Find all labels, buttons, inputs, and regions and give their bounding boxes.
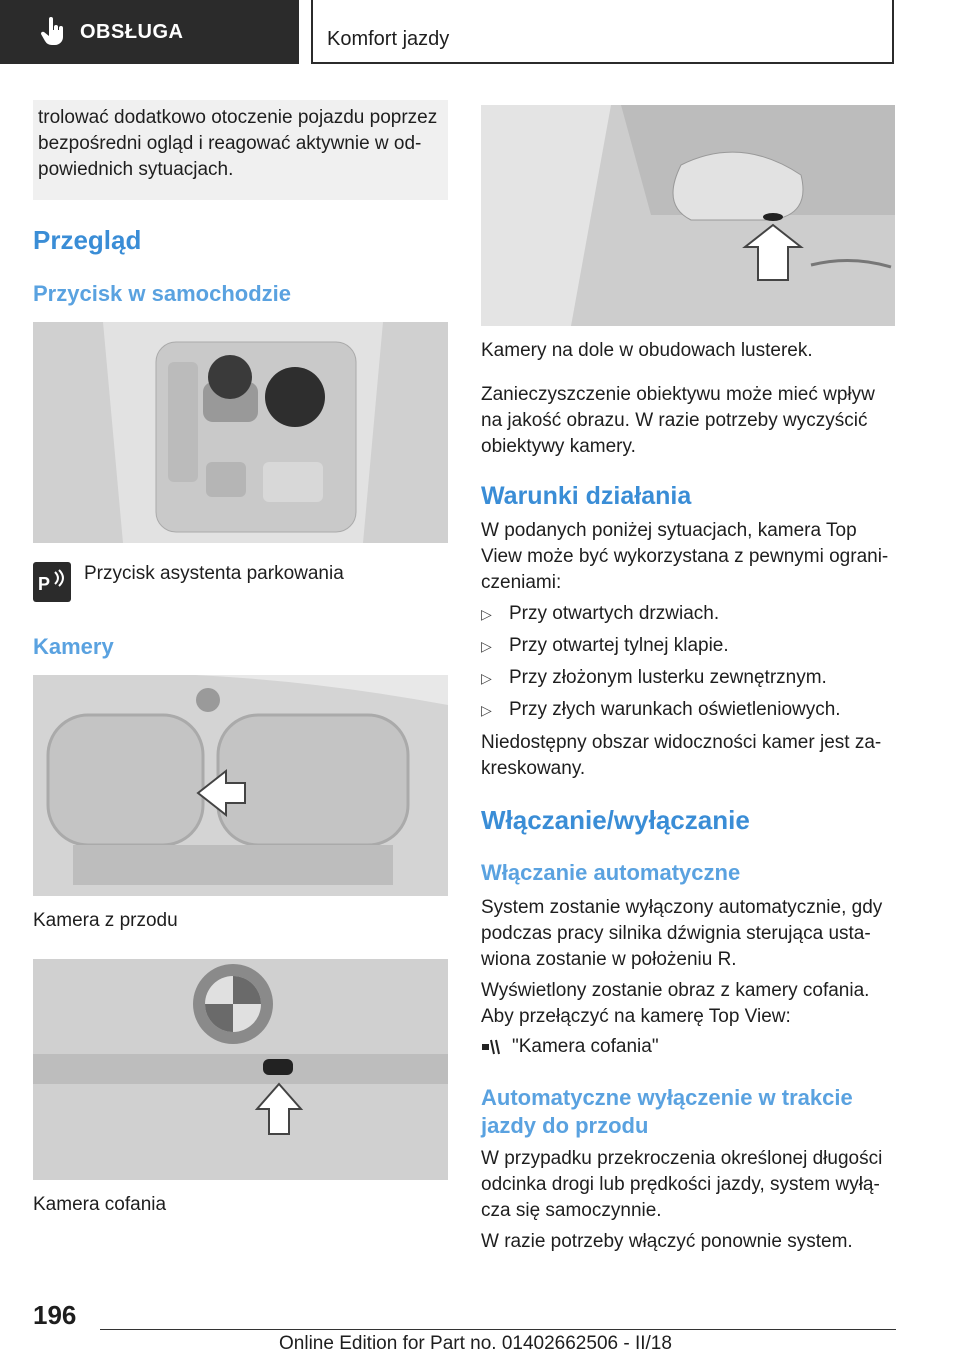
chapter-header <box>311 0 894 64</box>
text-line: czeniami: <box>481 572 562 593</box>
rear-camera-icon <box>481 1037 503 1057</box>
auto-on-paragraph <box>481 895 896 973</box>
conditions-paragraph <box>481 518 896 596</box>
conditions-heading: Warunki działania <box>481 482 692 510</box>
text-line: Zanieczyszczenie obiektywu może mieć wpływ <box>481 384 875 405</box>
display-paragraph <box>481 978 896 1030</box>
heading-line: jazdy do przodu <box>481 1113 649 1138</box>
conditions-list <box>481 601 896 729</box>
auto-on-heading: Włączanie automatyczne <box>481 860 741 885</box>
text-line: podczas pracy silnika dźwignia sterująca usta- <box>481 923 871 944</box>
list-item: ▷ Przy złożonym lusterku zewnętrznym. <box>481 667 827 688</box>
hatched-paragraph <box>481 730 896 782</box>
text-line: na jakość obrazu. W razie potrzeby wyczyścić <box>481 410 868 431</box>
rear-camera-label: "Kamera cofania" <box>512 1036 659 1057</box>
bullet-triangle-icon: ▷ <box>481 670 492 686</box>
front-camera-image <box>33 675 448 896</box>
section-title: OBSŁUGA <box>80 20 184 43</box>
text-line: kreskowany. <box>481 758 586 779</box>
mirror-caption: Kamery na dole w obudowach lusterek. <box>481 340 813 361</box>
front-grille-illustration <box>33 675 448 896</box>
intro-line: bezpośredni ogląd i reagować aktywnie w od- <box>38 133 422 154</box>
text-line: W przypadku przekroczenia określonej długości <box>481 1148 883 1169</box>
section-tab <box>0 0 299 64</box>
bullet-triangle-icon: ▷ <box>481 702 492 718</box>
text-line: obiektywy kamery. <box>481 436 636 457</box>
text-line: System zostanie wyłączony automatycznie, gdy <box>481 897 883 918</box>
bullet-triangle-icon: ▷ <box>481 606 492 622</box>
auto-off-paragraph <box>481 1146 896 1224</box>
cameras-heading: Kamery <box>33 634 114 659</box>
parking-assist-icon <box>33 562 71 602</box>
center-console-illustration <box>33 322 448 543</box>
button-caption: Przycisk asystenta parkowania <box>84 563 344 584</box>
rear-hatch-illustration <box>33 959 448 1180</box>
list-item: ▷ Przy otwartej tylnej klapie. <box>481 635 729 656</box>
svg-text:P: P <box>38 574 51 594</box>
text-line: Niedostępny obszar widoczności kamer jest za- <box>481 732 882 753</box>
console-image <box>33 322 448 543</box>
heading-line: Automatyczne wyłączenie w trakcie <box>481 1085 853 1110</box>
rear-camera-caption: Kamera cofania <box>33 1194 167 1215</box>
footer-rule <box>100 1329 896 1330</box>
text-line: wiona zostanie w położeniu R. <box>481 949 737 970</box>
intro-line: powiednich sytuacjach. <box>38 159 234 180</box>
intro-text <box>38 105 448 183</box>
dirt-paragraph <box>481 382 896 460</box>
text-line: W podanych poniżej sytuacjach, kamera Top <box>481 520 857 541</box>
auto-off-heading <box>481 1084 853 1140</box>
list-item: ▷ Przy otwartych drzwiach. <box>481 603 720 624</box>
overview-heading: Przegląd <box>33 225 142 255</box>
mirror-illustration <box>481 105 895 326</box>
onoff-heading: Włączanie/wyłączanie <box>481 805 750 835</box>
chapter-title: Komfort jazdy <box>327 28 450 50</box>
reenable-text: W razie potrzeby włączyć ponownie system. <box>481 1231 853 1252</box>
hand-pointer-icon <box>40 17 66 47</box>
bullet-triangle-icon: ▷ <box>481 638 492 654</box>
text-line: Aby przełączyć na kamerę Top View: <box>481 1006 791 1027</box>
front-camera-caption: Kamera z przodu <box>33 910 178 931</box>
text-line: Wyświetlony zostanie obraz z kamery cofania. <box>481 980 870 1001</box>
page-number: 196 <box>33 1300 77 1330</box>
rear-camera-image <box>33 959 448 1180</box>
text-line: cza się samoczynnie. <box>481 1200 662 1221</box>
intro-line: trolować dodatkowo otoczenie pojazdu poprzez <box>38 107 438 128</box>
list-item: ▷ Przy złych warunkach oświetleniowych. <box>481 699 841 720</box>
text-line: odcinka drogi lub prędkości jazdy, system wyłą- <box>481 1174 880 1195</box>
mirror-camera-image <box>481 105 895 326</box>
edition-text: Online Edition for Part no. 01402662506 - II/18 <box>279 1333 672 1354</box>
button-heading: Przycisk w samochodzie <box>33 281 291 306</box>
text-line: View może być wykorzystana z pewnymi ograni- <box>481 546 889 567</box>
